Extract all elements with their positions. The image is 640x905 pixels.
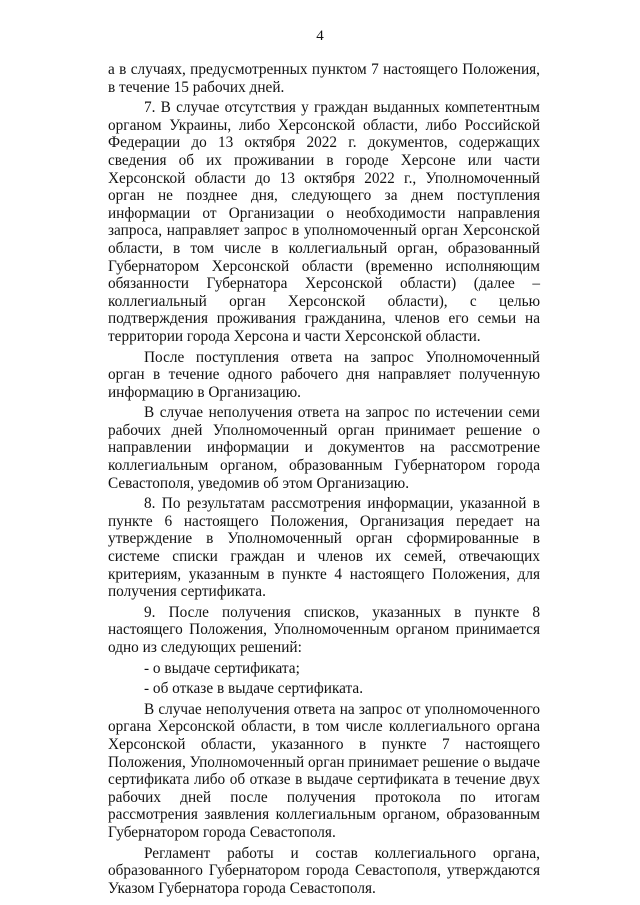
- paragraph-clause-9: 9. После получения списков, указанных в пункте 8 настоящего Положения, Уполномоченным органом принимается одно из следующих решений:: [108, 603, 540, 656]
- document-body: [108, 61, 540, 897]
- page-number: 4: [316, 28, 324, 44]
- paragraph-clause-8: 8. По результатам рассмотрения информации, указанной в пункте 6 настоящего Положения, Организация передает на утверждение в Уполномоченный орган сформированные в системе списки граждан и членов их семей, отвечающих критериям, указанным в пункте 4 настоящего Положения, для получения сертификата.: [108, 495, 540, 601]
- paragraph-response-received: После поступления ответа на запрос Уполномоченный орган в течение одного рабочего дня направляет полученную информацию в Организацию.: [108, 348, 540, 401]
- list-item-issue: - о выдаче сертификата;: [144, 659, 300, 677]
- paragraph-no-response: В случае неполучения ответа на запрос по истечении семи рабочих дней Уполномоченный орган принимает решение о направлении информации и документов на рассмотрение коллегиальным органом, образованным Губернатором города Севастополя, уведомив об этом Организацию.: [108, 404, 540, 492]
- paragraph-regulation: Регламент работы и состав коллегиального органа, образованного Губернатором города Севастополя, утверждаются Указом Губернатора города Севастополя.: [108, 844, 540, 897]
- paragraph-decision: В случае неполучения ответа на запрос от уполномоченного органа Херсонской области, в том числе коллегиального органа Херсонской области, указанного в пункте 7 настоящего Положения, Уполномоченный орган принимает решение о выдаче сертификата либо об отказе в выдаче сертификата в течение двух рабочих дней после получения протокола по итогам рассмотрения заявления коллегиальным органом, образованным Губернатором города Севастополя.: [108, 700, 540, 841]
- paragraph-continuation: а в случаях, предусмотренных пунктом 7 настоящего Положения, в течение 15 рабочих дней.: [108, 61, 540, 96]
- list-item-refusal: - об отказе в выдаче сертификата.: [144, 680, 364, 698]
- paragraph-clause-7: 7. В случае отсутствия у граждан выданных компетентным органом Украины, либо Херсонской области, либо Российской Федерации до 13 октября 2022 г. документов, содержащих сведения об их проживании в городе Херсоне или части Херсонской области до 13 октября 2022 г., Уполномоченный орган не позднее дня, следующего за днем поступления информации от Организации о необходимости направления запроса, направляет запрос в уполномоченный орган Херсонской области, в том числе в коллегиальный орган, образованный Губернатором Херсонской области (временно исполняющим обязанности Губернатора Херсонской области) (далее – коллегиальный орган Херсонской области), с целью подтверждения проживания гражданина, членов его семьи на территории города Херсона и части Херсонской области.: [108, 99, 540, 345]
